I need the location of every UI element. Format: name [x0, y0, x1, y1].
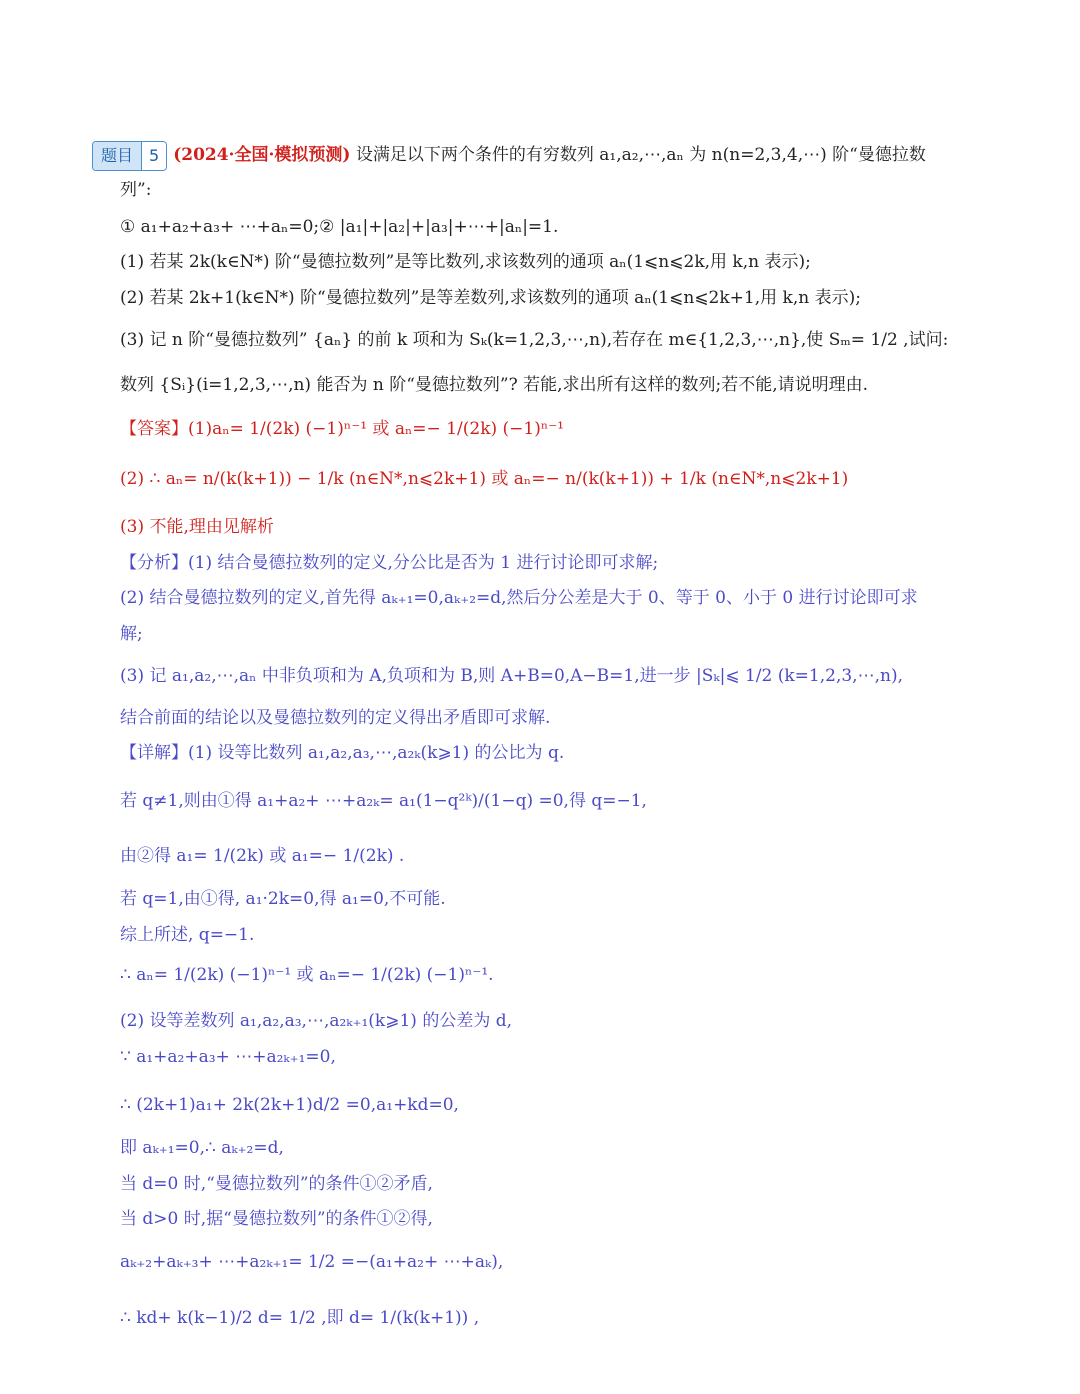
detail-line3: 由②得 a₁= 1/(2k) 或 a₁=− 1/(2k) .	[120, 846, 405, 866]
answer-line2: (2) ∴ aₙ= n/(k(k+1)) − 1/k (n∈N*,n⩽2k+1) 或 aₙ=− n/(k(k+1)) + 1/k (n∈N*,n⩽2k+1)	[120, 469, 849, 489]
question-2: (2) 若某 2k+1(k∈N*) 阶“曼德拉数列”是等差数列,求该数列的通项 aₙ(1⩽n⩽2k+1,用 k,n 表示);	[120, 288, 861, 308]
analysis-line2: (2) 结合曼德拉数列的定义,首先得 aₖ₊₁=0,aₖ₊₂=d,然后分公差是大于 0、等于 0、小于 0 进行讨论即可求	[120, 588, 918, 608]
detail-line13: aₖ₊₂+aₖ₊₃+ ⋯+a₂ₖ₊₁= 1/2 =−(a₁+a₂+ ⋯+aₖ),	[120, 1252, 504, 1272]
analysis-line4: (3) 记 a₁,a₂,⋯,aₙ 中非负项和为 A,负项和为 B,则 A+B=0,A−B=1,进一步 |Sₖ|⩽ 1/2 (k=1,2,3,⋯,n),	[120, 666, 903, 686]
detail-line9: ∴ (2k+1)a₁+ 2k(2k+1)d/2 =0,a₁+kd=0,	[120, 1095, 459, 1115]
badge-label: 题目	[93, 142, 141, 170]
detail-line5: 综上所述, q=−1.	[120, 925, 255, 945]
problem-badge	[92, 141, 167, 171]
detail-line1: 【详解】(1) 设等比数列 a₁,a₂,a₃,⋯,a₂ₖ(k⩾1) 的公比为 q.	[120, 743, 565, 763]
question-3-line1: (3) 记 n 阶“曼德拉数列” {aₙ} 的前 k 项和为 Sₖ(k=1,2,3,⋯,n),若存在 m∈{1,2,3,⋯,n},使 Sₘ= 1/2 ,试问:	[120, 330, 949, 350]
answer-line1: 【答案】(1)aₙ= 1/(2k) (−1)ⁿ⁻¹ 或 aₙ=− 1/(2k) (−1)ⁿ⁻¹	[120, 419, 565, 439]
detail-line2: 若 q≠1,则由①得 a₁+a₂+ ⋯+a₂ₖ= a₁(1−q²ᵏ)/(1−q) =0,得 q=−1,	[120, 791, 647, 811]
analysis-line5: 结合前面的结论以及曼德拉数列的定义得出矛盾即可求解.	[120, 708, 551, 728]
problem-stem-line1: 设满足以下两个条件的有穷数列 a₁,a₂,⋯,aₙ 为 n(n=2,3,4,⋯) 阶“曼德拉数	[355, 145, 926, 165]
detail-line8: ∵ a₁+a₂+a₃+ ⋯+a₂ₖ₊₁=0,	[120, 1047, 336, 1067]
answer-line3: (3) 不能,理由见解析	[120, 517, 274, 537]
analysis-line3: 解;	[120, 624, 143, 644]
detail-line11: 当 d=0 时,“曼德拉数列”的条件①②矛盾,	[120, 1174, 433, 1194]
detail-line4: 若 q=1,由①得, a₁·2k=0,得 a₁=0,不可能.	[120, 889, 446, 909]
badge-number: 5	[141, 142, 166, 170]
problem-stem-line2: 列”:	[120, 180, 152, 200]
question-3-line2: 数列 {Sᵢ}(i=1,2,3,⋯,n) 能否为 n 阶“曼德拉数列”? 若能,求出所有这样的数列;若不能,请说明理由.	[120, 375, 869, 395]
detail-line7: (2) 设等差数列 a₁,a₂,a₃,⋯,a₂ₖ₊₁(k⩾1) 的公差为 d,	[120, 1011, 513, 1031]
problem-source: (2024·全国·模拟预测)	[173, 145, 351, 165]
detail-line12: 当 d>0 时,据“曼德拉数列”的条件①②得,	[120, 1209, 433, 1229]
detail-line6: ∴ aₙ= 1/(2k) (−1)ⁿ⁻¹ 或 aₙ=− 1/(2k) (−1)ⁿ⁻¹.	[120, 965, 494, 985]
problem-header-line	[92, 140, 972, 171]
detail-line10: 即 aₖ₊₁=0,∴ aₖ₊₂=d,	[120, 1138, 284, 1158]
analysis-line1: 【分析】(1) 结合曼德拉数列的定义,分公比是否为 1 进行讨论即可求解;	[120, 553, 659, 573]
detail-line14: ∴ kd+ k(k−1)/2 d= 1/2 ,即 d= 1/(k(k+1)) ,	[120, 1308, 480, 1328]
problem-conditions: ① a₁+a₂+a₃+ ⋯+aₙ=0;② |a₁|+|a₂|+|a₃|+⋯+|aₙ|=1.	[120, 217, 559, 237]
question-1: (1) 若某 2k(k∈N*) 阶“曼德拉数列”是等比数列,求该数列的通项 aₙ(1⩽n⩽2k,用 k,n 表示);	[120, 252, 811, 272]
